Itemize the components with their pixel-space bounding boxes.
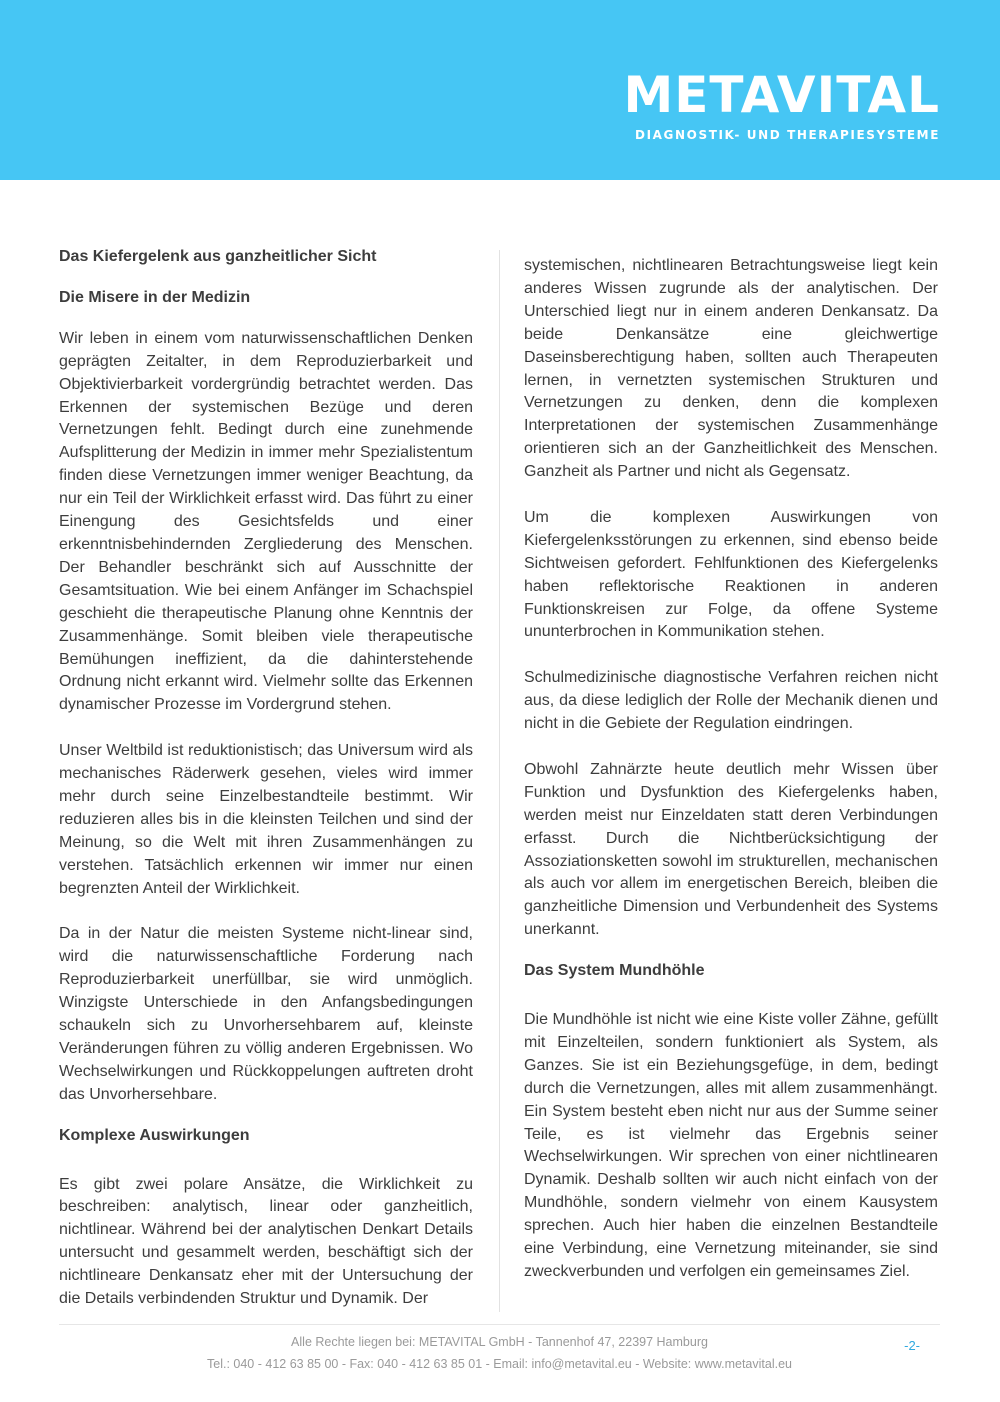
left-column (59, 246, 473, 1334)
column-divider (499, 250, 500, 1312)
paragraph: Schulmedizinische diagnostische Verfahren reichen nicht aus, da diese lediglich der Rolle der Mechanik dienen und nicht in die Gebiete der Regulation eindringen. (524, 669, 938, 733)
paragraph: Es gibt zwei polare Ansätze, die Wirklichkeit zu beschreiben: analytisch, linear oder ganzheitlich, nichtlinear. Während bei der analytischen Denkart Details untersucht und gesammelt werden, beschäftigt sich der nichtlineare Denkansatz eher mit der Untersuchung der die Details verbindenden Struktur und Dynamik. Der (59, 1175, 473, 1308)
paragraph: Um die komplexen Auswirkungen von Kiefergelenksstörungen zu erkennen, sind ebenso beide Sichtweisen gefordert. Fehlfunktionen des Kiefergelenks haben reflektorische Reaktionen in anderen Funktionskreisen zur Folge, da offene Systeme ununterbrochen in Kommunikation stehen. (524, 508, 938, 641)
article-title: Das Kiefergelenk aus ganzheitlicher Sicht (59, 248, 377, 265)
footer-contact: Tel.: 040 - 412 63 85 00 - Fax: 040 - 412 63 85 01 - Email: info@metavital.eu - Website: www.metavital.eu (207, 1357, 792, 1371)
section-heading-komplex: Komplexe Auswirkungen (59, 1126, 250, 1144)
paragraph: Obwohl Zahnärzte heute deutlich mehr Wissen über Funktion und Dysfunktion des Kiefergelenks haben, werden meist nur Einzeldaten statt deren Verbindungen erfasst. Durch die Nichtberücksichtigung der Assoziationsketten sowohl im strukturellen, mechanischen als auch vor allem im energetischen Bereich, bleiben die ganzheitliche Dimension und Verbundenheit des Systems unerkannt. (524, 760, 938, 939)
paragraph: systemischen, nichtlinearen Betrachtungsweise liegt kein anderes Wissen zugrunde als der analytischen. Der Unterschied liegt nur in einem anderen Denkansatz. Da beide Denkansätze eine gleichwertige Daseinsberechtigung haben, sollten auch Therapeuten lernen, in vernetzten systemischen Strukturen und Vernetzungen zu denken, denn die komplexen Interpretationen der systemischen Zusammenhänge orientieren sich an der Ganzheitlichkeit des Menschen. Ganzheit als Partner und nicht als Gegensatz. (524, 257, 938, 481)
paragraph: Unser Weltbild ist reduktionistisch; das Universum wird als mechanisches Räderwerk gesehen, vieles wird immer mehr durch seine Einzelbestandteile bestimmt. Wir reduzieren alles bis in die kleinsten Teilchen und sind der Meinung, so die Welt mit ihren Zusammenhängen zu verstehen. Tatsächlich erkennen wir immer nur einen begrenzten Anteil der Wirklichkeit. (59, 742, 473, 897)
section-heading-system: Das System Mundhöhle (524, 962, 705, 980)
header-banner (0, 0, 1000, 180)
right-column (524, 255, 938, 1307)
page-number: -2- (904, 1338, 920, 1353)
paragraph: Wir leben in einem vom naturwissenschaftlichen Denken geprägten Zeitalter, in dem Reproduzierbarkeit und Objektivierbarkeit vordergründig betrachtet werden. Das Erkennen der systemischen Bezüge und deren Vernetzungen fehlt. Bedingt durch eine zunehmende Aufsplitterung der Medizin in immer mehr Spezialistentum finden diese Vernetzungen immer weniger Beachtung, da nur ein Teil der Wirklichkeit erfasst wird. Das führt zu einer Einengung des Gesichtsfelds und einer erkenntnisbehindernden Zergliederung des Menschen. Der Behandler beschränkt sich auf Ausschnitte der Gesamtsituation. Wie bei einem Anfänger im Schachspiel geschieht die therapeutische Planung ohne Kenntnis der Zusammenhänge. Somit bleiben viele therapeutische Bemühungen ineffizient, da die dahinterstehende Ordnung nicht erkannt wird. Vielmehr sollte das Erkennen dynamischer Prozesse im Vordergrund stehen. (59, 329, 473, 714)
paragraph: Da in der Natur die meisten Systeme nicht-linear sind, wird die naturwissenschaftliche Forderung nach Reproduzierbarkeit unerfüllbar, sie wird unmöglich. Winzigste Unterschiede in den Anfangsbedingungen schaukeln sich zu Unvorhersehbarem auf, kleinste Veränderungen führen zu völlig anderen Ergebnissen. Wo Wechselwirkungen und Rückkoppelungen auftreten droht das Unvorhersehbare. (59, 925, 473, 1103)
brand-name: METAVITAL (623, 66, 940, 124)
section-heading-misere: Die Misere in der Medizin (59, 288, 251, 306)
footer-divider (59, 1324, 940, 1325)
brand-tagline: DIAGNOSTIK- UND THERAPIESYSTEME (635, 128, 940, 142)
brand-logo (623, 66, 940, 142)
footer (59, 1331, 940, 1375)
paragraph: Die Mundhöhle ist nicht wie eine Kiste voller Zähne, gefüllt mit Einzelteilen, sondern funktioniert als System, als Ganzes. Sie ist ein Beziehungsgefüge, in dem, bedingt durch die Vernetzungen, alles mit allem zusammenhängt. Ein System besteht eben nicht nur aus der Summe seiner Teile, es ist vielmehr das Ergebnis seiner Wechselwirkungen. Wir sprechen von einer nichtlinearen Dynamik. Deshalb sollten wir auch nicht einfach von der Mundhöhle, sondern vielmehr von einem Kausystem sprechen. Auch hier haben die einzelnen Bestandteile eine Verbindung, eine Vernetzung miteinander, sie sind zweckverbunden und verfolgen ein gemeinsames Ziel. (524, 1011, 938, 1281)
footer-rights: Alle Rechte liegen bei: METAVITAL GmbH - Tannenhof 47, 22397 Hamburg (291, 1335, 708, 1349)
